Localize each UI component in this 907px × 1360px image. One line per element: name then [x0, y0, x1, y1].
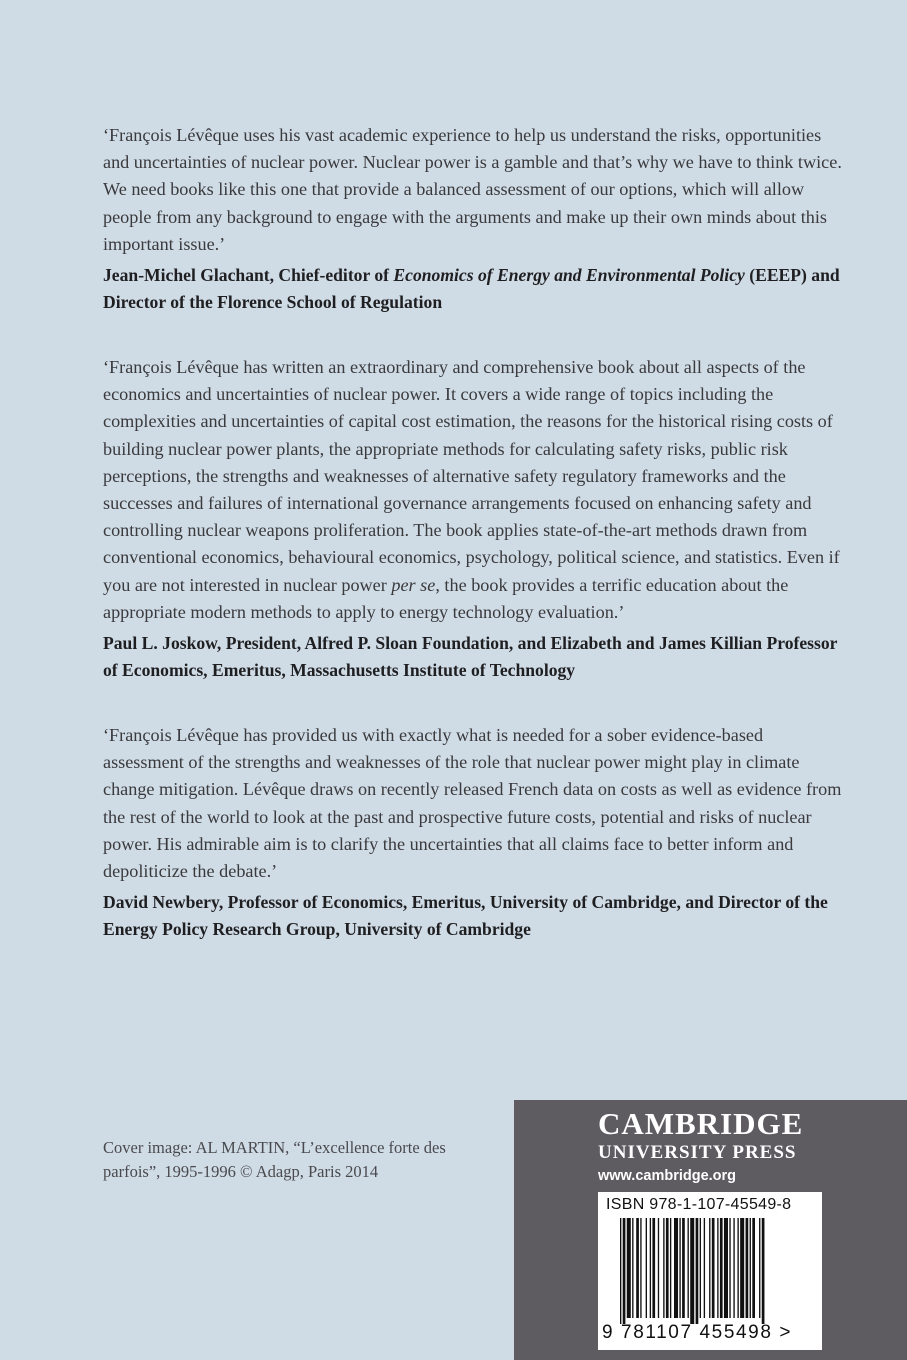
endorsement-quote — [103, 354, 843, 626]
quote-part: ‘François Lévêque has written an extraordinary and comprehensive book about all aspects of the economics and uncertainties of nuclear power. It covers a wide range of topics including the complexities and uncertainties of capital cost estimation, the reasons for the historical rising costs of building nuclear power plants, the appropriate methods for calculating safety risks, public risk perceptions, the strengths and weaknesses of alternative safety regulatory frameworks and the successes and failures of international governance arrangements focused on enhancing safety and controlling nuclear weapons proliferation. The book applies state-of-the-art methods drawn from conventional economics, behavioural economics, psychology, political science, and statistics. Even if you are not interested in nuclear power — [103, 357, 840, 595]
quote-part: , the book provides a terrific education about the appropriate modern methods to apply to energy technology evaluation.’ — [103, 574, 789, 622]
barcode-bar — [690, 1218, 694, 1324]
barcode-bar — [762, 1218, 765, 1324]
barcode-bar — [646, 1218, 647, 1318]
barcode-bar — [717, 1218, 718, 1318]
barcode-bar — [632, 1218, 633, 1318]
barcode-bar — [696, 1218, 699, 1324]
barcode-bar — [733, 1218, 734, 1318]
endorsement-joskow — [103, 354, 843, 684]
barcode-bar — [746, 1218, 749, 1318]
publisher-panel — [514, 1100, 907, 1360]
barcode-digits: 9 781107 455498 > — [602, 1322, 793, 1343]
endorsement-quote: ‘François Lévêque has provided us with exactly what is needed for a sober evidence-based assessment of the strengths and weaknesses of the role that nuclear power might play in climate change mitigation. Lévêque draws on recently released French data on costs as well as evidence from the rest of the world to look at the past and prospective future costs, potential and risks of nuclear power. His admirable aim is to clarify the uncertainties that all claims face to better inform and depoliticize the debate.’ — [103, 725, 842, 882]
isbn-label: ISBN 978-1-107-45549-8 — [606, 1196, 792, 1213]
publisher-logo-sub: UNIVERSITY PRESS — [598, 1142, 797, 1163]
barcode-bar — [652, 1218, 655, 1318]
endorsement-quote: ‘François Lévêque uses his vast academic experience to help us understand the risks, opportunities and uncertainties of nuclear power. Nuclear power is a gamble and that’s why we have to think twice. We need books like this one that provide a balanced assessment of our options, which will allow people from any background to engage with the arguments and make up their own minds about this important issue.’ — [103, 125, 842, 254]
barcode-bar — [700, 1218, 701, 1318]
journal-title: Economics of Energy and Environmental Policy — [393, 265, 745, 286]
barcode-bar — [679, 1218, 680, 1318]
barcode-bar — [663, 1218, 664, 1318]
barcode-bar — [740, 1218, 744, 1318]
barcode-bar — [729, 1218, 730, 1318]
barcode-bar — [627, 1218, 631, 1318]
publisher-logo: CAMBRIDGE — [598, 1106, 804, 1141]
barcode-bar — [674, 1218, 678, 1318]
barcode-bar — [623, 1218, 626, 1324]
barcode-bar — [752, 1218, 755, 1318]
endorsement-attribution: David Newbery, Professor of Economics, Emeritus, University of Cambridge, and Director of the Energy Policy Research Group, University of Cambridge — [103, 892, 828, 940]
barcode-bar — [620, 1218, 621, 1324]
barcode-bar — [636, 1218, 639, 1318]
endorsement-newbery — [103, 722, 843, 943]
barcode-bar — [712, 1218, 715, 1318]
publisher-website: www.cambridge.org — [598, 1168, 737, 1184]
barcode-bar — [666, 1218, 669, 1318]
barcode-bar — [682, 1218, 685, 1318]
attribution-part: Jean-Michel Glachant, Chief-editor of — [103, 265, 394, 286]
endorsement-glachant — [103, 122, 843, 316]
barcode-bar — [759, 1218, 760, 1318]
endorsement-attribution: Paul L. Joskow, President, Alfred P. Sloan Foundation, and Elizabeth and James Killian Professor of Economics, Emeritus, Massachusetts Institute of Technology — [103, 633, 838, 681]
quote-italic: per se — [391, 574, 436, 595]
endorsements — [103, 122, 843, 981]
endorsement-attribution — [103, 262, 843, 316]
barcode-bar — [640, 1218, 641, 1318]
barcode-bar — [670, 1218, 671, 1318]
barcode — [598, 1192, 822, 1350]
barcode-bar — [650, 1218, 651, 1318]
barcode-bar — [737, 1218, 738, 1318]
barcode-bar — [720, 1218, 723, 1318]
barcode-bar — [724, 1218, 728, 1318]
cover-image-credit: Cover image: AL MARTIN, “L’excellence forte des parfois”, 1995-1996 © Adagp, Paris 2014 — [103, 1138, 446, 1181]
barcode-bar — [658, 1218, 659, 1318]
barcode-bar — [688, 1218, 689, 1318]
attribution-part: (EEEP) and Director of the Florence School of Regulation — [103, 265, 840, 313]
barcode-bar — [709, 1218, 710, 1318]
barcode-bar — [750, 1218, 751, 1318]
barcode-bar — [704, 1218, 705, 1318]
